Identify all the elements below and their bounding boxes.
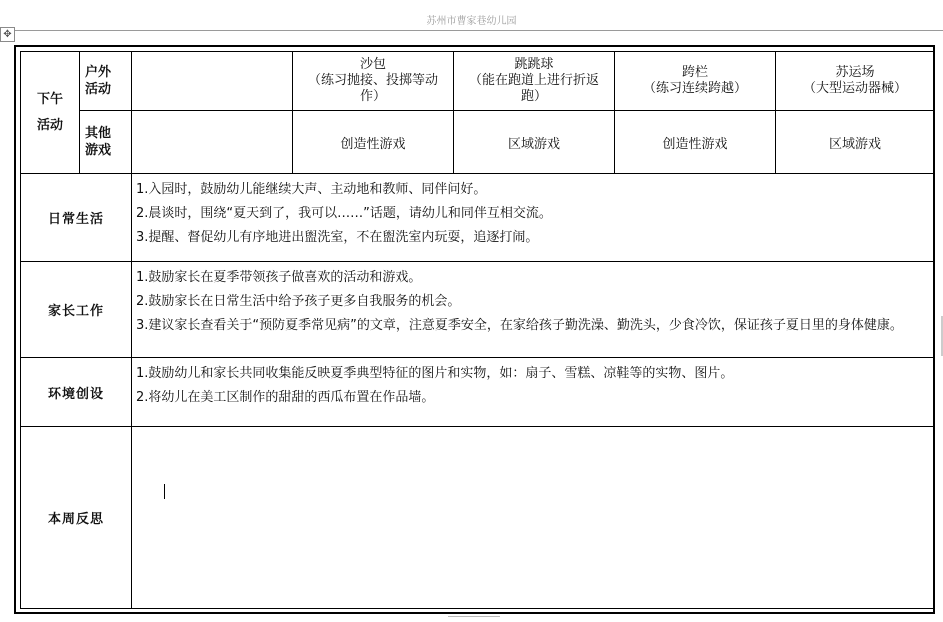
header-divider: [8, 30, 943, 31]
environment-content[interactable]: [132, 358, 935, 427]
list-item: 1.入园时，鼓励幼儿能继续大声、主动地和教师、同伴问好。: [136, 182, 487, 197]
list-item: 2.鼓励家长在日常生活中给予孩子更多自我服务的机会。: [136, 294, 461, 309]
activity-title: 跳跳球: [514, 57, 554, 72]
activity-title: 苏运场: [835, 65, 875, 80]
list-item: 2.将幼儿在美工区制作的甜甜的西瓜布置在作品墙。: [136, 390, 435, 405]
outdoor-activity-4[interactable]: [776, 52, 935, 111]
afternoon-label-line1: 下午: [36, 91, 63, 107]
weekly-reflection-input[interactable]: [132, 427, 935, 609]
other-game-2[interactable]: 区域游戏: [454, 111, 615, 174]
afternoon-label-line2: 活动: [36, 117, 63, 133]
parent-work-content[interactable]: [132, 262, 935, 358]
weekly-plan-table: [14, 45, 935, 614]
outdoor-activity-label: 户外活动: [80, 52, 132, 111]
activity-subtitle: （练习连续跨越）: [642, 81, 747, 96]
other-empty-cell[interactable]: [132, 111, 293, 174]
other-game-1[interactable]: 创造性游戏: [293, 111, 454, 174]
daily-life-label: 日常生活: [21, 174, 132, 262]
list-item: 3.建议家长查看关于“预防夏季常见病”的文章，注意夏季安全，在家给孩子勤洗澡、勤洗头，少食冷饮，保证孩子夏日里的身体健康。: [136, 318, 903, 333]
parent-work-label: 家长工作: [21, 262, 132, 358]
bottom-scroll-tab[interactable]: [448, 616, 500, 622]
other-game-3[interactable]: 创造性游戏: [615, 111, 776, 174]
activity-subtitle: （能在跑道上进行折返跑）: [468, 73, 599, 104]
weekly-reflection-label: 本周反思: [21, 427, 132, 609]
activity-title: 跨栏: [681, 65, 708, 80]
environment-label: 环境创设: [21, 358, 132, 427]
outdoor-activity-3[interactable]: [615, 52, 776, 111]
other-games-label: 其他游戏: [80, 111, 132, 174]
afternoon-activity-label: [21, 52, 80, 174]
outdoor-activity-2[interactable]: [454, 52, 615, 111]
page-header: 苏州市曹家巷幼儿园: [426, 16, 517, 27]
activity-subtitle: （练习抛接、投掷等动作）: [307, 73, 438, 104]
list-item: 1.鼓励幼儿和家长共同收集能反映夏季典型特征的图片和实物，如：扇子、雪糕、凉鞋等的实物、图片。: [136, 366, 734, 381]
list-item: 3.提醒、督促幼儿有序地进出盥洗室，不在盥洗室内玩耍，追逐打闹。: [136, 230, 539, 245]
daily-life-content[interactable]: [132, 174, 935, 262]
list-item: 1.鼓励家长在夏季带领孩子做喜欢的活动和游戏。: [136, 270, 422, 285]
move-cross-icon[interactable]: ✥: [0, 27, 15, 42]
outdoor-empty-cell[interactable]: [132, 52, 293, 111]
list-item: 2.晨谈时，围绕“夏天到了，我可以……”话题，请幼儿和同伴互相交流。: [136, 206, 552, 221]
outdoor-activity-1[interactable]: [293, 52, 454, 111]
activity-title: 沙包: [359, 57, 386, 72]
other-game-4[interactable]: 区域游戏: [776, 111, 935, 174]
text-cursor: [164, 484, 165, 499]
activity-subtitle: （大型运动器械）: [802, 81, 907, 96]
